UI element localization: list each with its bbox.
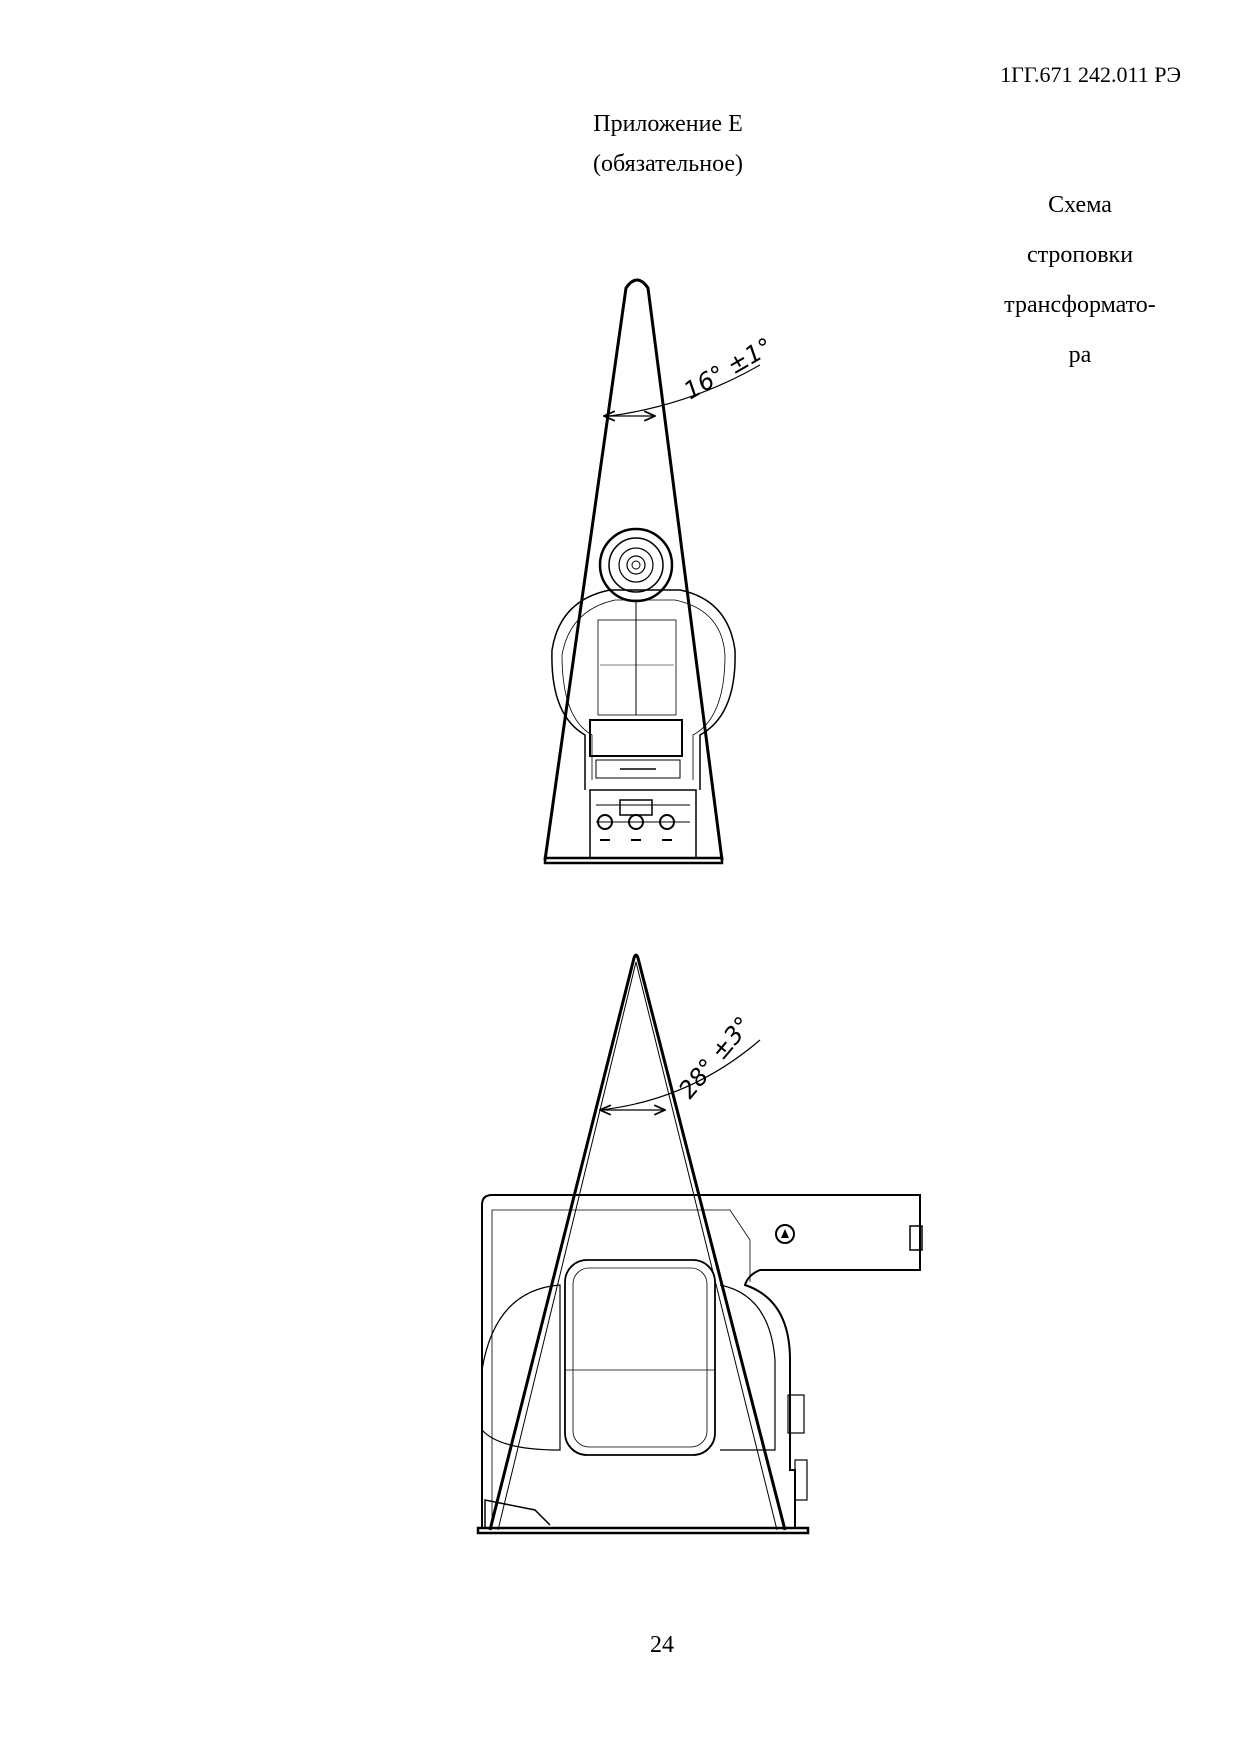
appendix-subtitle: (обязательное): [593, 151, 743, 177]
caption-line-1: Схема: [1048, 192, 1112, 218]
core-band: [590, 720, 682, 756]
angle-label-bottom: 28° ±3°: [673, 1011, 758, 1104]
side-view-drawing: [478, 955, 922, 1533]
page-number: 24: [650, 1632, 674, 1658]
coil: [565, 1260, 715, 1455]
angle-label-top: 16° ±1°: [679, 332, 778, 406]
sling-triangle-top: [545, 280, 722, 860]
housing-outline: [482, 1195, 920, 1528]
base-plate-bottom: [478, 1528, 808, 1533]
caption-line-2: строповки: [1026, 242, 1134, 268]
document-code: 1ГГ.671 242.011 РЭ: [1000, 62, 1181, 87]
caption-line-4: ра: [1068, 342, 1092, 368]
appendix-title: Приложение Е: [593, 111, 743, 137]
caption-line-3: трансформато-: [1004, 292, 1156, 318]
